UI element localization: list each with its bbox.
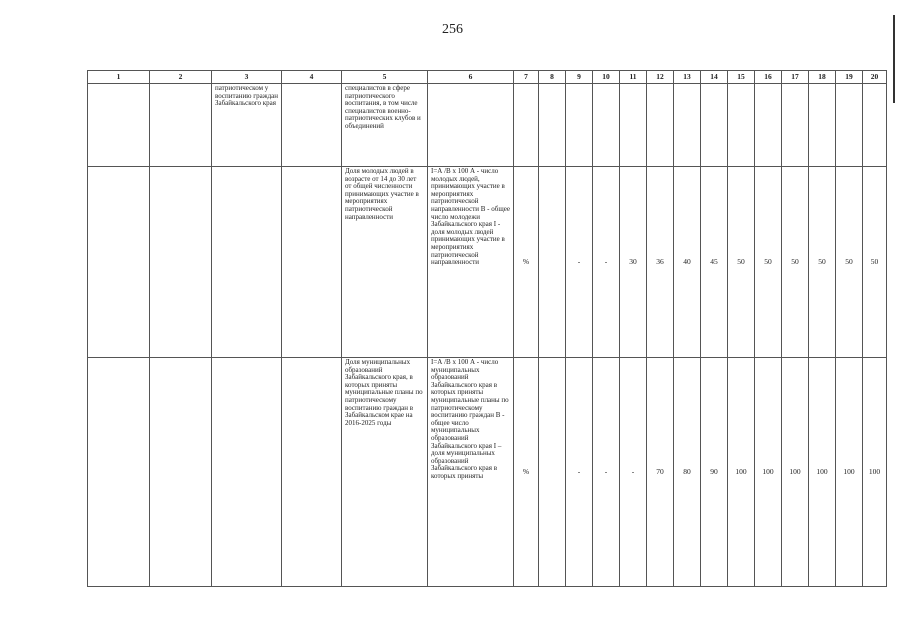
value-cell: 30 [620,167,647,358]
header-cell: 20 [863,71,887,84]
value-cell: 45 [701,167,728,358]
header-cell: 16 [755,71,782,84]
value-cell: - [593,358,620,587]
value-cell: 50 [836,167,863,358]
header-row [88,71,887,84]
value-cell: % [514,167,539,358]
value-cell [782,84,809,167]
value-cell: 50 [782,167,809,358]
value-cell: 50 [809,167,836,358]
header-cell: 14 [701,71,728,84]
header-cell: 15 [728,71,755,84]
indicator-table [87,70,887,587]
value-cell [620,84,647,167]
header-cell: 3 [212,71,282,84]
value-cell: 50 [728,167,755,358]
value-cell: 50 [755,167,782,358]
value-cell [674,84,701,167]
table-cell: специалистов в сфере патриотического воспитания, в том числе специалистов военно-патриотических клубов и объединений [342,84,428,167]
header-cell: 8 [539,71,566,84]
page-number: 256 [442,22,463,37]
value-cell [539,84,566,167]
table-cell [88,167,150,358]
table-cell [428,84,514,167]
value-cell: 100 [863,358,887,587]
value-cell: - [566,358,593,587]
table-cell: Доля молодых людей в возрасте от 14 до 30 лет от общей численности принимающих участие в мероприятиях патриотической направленности [342,167,428,358]
table-cell [150,167,212,358]
value-cell: 36 [647,167,674,358]
header-cell: 18 [809,71,836,84]
value-cell [809,84,836,167]
header-cell: 7 [514,71,539,84]
table-cell: патриотическом у воспитанию граждан Забайкальского края [212,84,282,167]
value-cell [539,167,566,358]
value-cell: % [514,358,539,587]
value-cell [836,84,863,167]
header-cell: 12 [647,71,674,84]
value-cell: - [566,167,593,358]
value-cell: 90 [701,358,728,587]
value-cell [593,84,620,167]
value-cell: 70 [647,358,674,587]
table-cell: I=А /В х 100 А - число муниципальных образований Забайкальского края в которых приняты муниципальные планы по патриотическому воспитанию граждан В - общее число муниципальных образований Забайкальского края I – доля муниципальных образований Забайкальского края в которых приняты [428,358,514,587]
table-cell [282,84,342,167]
value-cell: 50 [863,167,887,358]
value-cell: 100 [755,358,782,587]
table-cell [88,358,150,587]
header-cell: 2 [150,71,212,84]
header-cell: 17 [782,71,809,84]
table-row [88,84,887,167]
value-cell: 100 [836,358,863,587]
value-cell [701,84,728,167]
header-cell: 6 [428,71,514,84]
header-cell: 13 [674,71,701,84]
value-cell: 100 [728,358,755,587]
table-row [88,358,887,587]
header-cell: 10 [593,71,620,84]
table-row [88,167,887,358]
table-cell [88,84,150,167]
value-cell [566,84,593,167]
value-cell [539,358,566,587]
margin-line [893,15,895,103]
table-cell: I=А /В х 100 А - число молодых людей, принимающих участие в мероприятиях патриотической направленности В - общее число молодежи Забайкальского края I - доля молодых людей принимающих участие в мероприятиях патриотической направленности [428,167,514,358]
header-cell: 9 [566,71,593,84]
value-cell: 80 [674,358,701,587]
header-cell: 4 [282,71,342,84]
value-cell [514,84,539,167]
table-cell [150,358,212,587]
value-cell: - [620,358,647,587]
header-cell: 11 [620,71,647,84]
value-cell: 100 [782,358,809,587]
value-cell [647,84,674,167]
table-cell: Доля муниципальных образований Забайкальского края, в которых приняты муниципальные планы по патриотическому воспитанию граждан в Забайкальском крае на 2016-2025 годы [342,358,428,587]
header-cell: 1 [88,71,150,84]
table-cell [282,358,342,587]
value-cell [863,84,887,167]
value-cell [728,84,755,167]
table-cell [212,358,282,587]
value-cell: 40 [674,167,701,358]
table-cell [212,167,282,358]
value-cell: 100 [809,358,836,587]
table-cell [150,84,212,167]
header-cell: 19 [836,71,863,84]
header-cell: 5 [342,71,428,84]
value-cell: - [593,167,620,358]
table-cell [282,167,342,358]
value-cell [755,84,782,167]
